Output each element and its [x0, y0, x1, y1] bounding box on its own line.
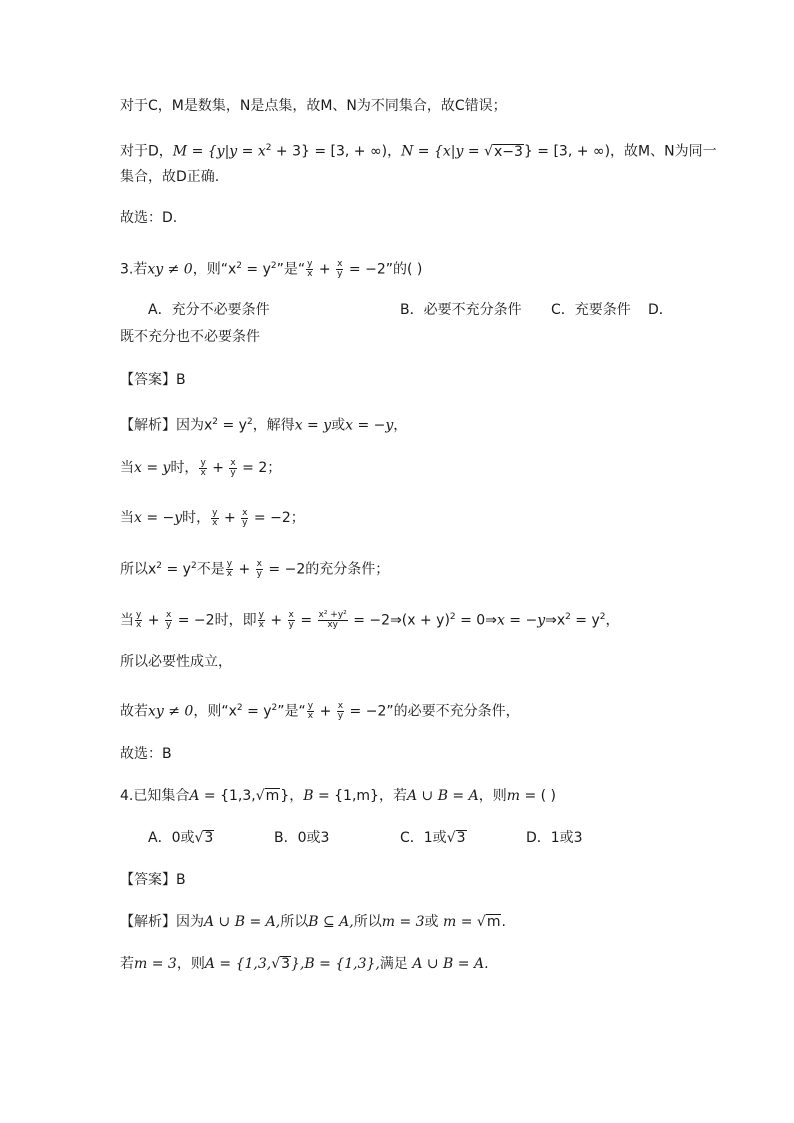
static-text: 当	[120, 510, 134, 526]
superscript: 2	[212, 417, 219, 427]
superscript: 2	[565, 612, 571, 622]
option-d	[648, 300, 673, 320]
sqrt-sign: √	[484, 143, 493, 160]
fraction: $\frac{x}{y}$	[256, 559, 262, 580]
math-text: = y	[162, 561, 191, 578]
math-text: m =	[506, 788, 541, 804]
fraction: $\frac{y}{x}$	[212, 507, 218, 528]
static-text: 故选：D.	[120, 210, 178, 226]
static-text: 集合，故D正确.	[120, 169, 220, 185]
math-text: A ∪ B = A,	[204, 914, 281, 930]
text-line	[120, 412, 407, 436]
option-label: D．1或3	[526, 830, 583, 846]
math-text: ⇒x	[545, 612, 566, 629]
math-text: M = {y|y = x	[172, 143, 266, 160]
static-text: 时，	[182, 510, 211, 526]
static-text: ，则	[176, 956, 205, 972]
static-text: ( )	[540, 788, 557, 804]
static-text: 时，	[170, 460, 199, 476]
math-text: m =	[443, 914, 477, 930]
math-text: +	[207, 460, 229, 476]
option-label: B．必要不充分条件	[400, 302, 522, 318]
static-text: 4.已知集合	[120, 788, 190, 804]
math-text: x = y	[294, 417, 332, 434]
math-text: m = 3	[381, 914, 425, 930]
option-label: D．	[648, 302, 673, 318]
static-text: ，	[393, 417, 408, 434]
option-label: A．充分不必要条件	[148, 302, 270, 318]
math-text: },B = {1,3},	[291, 956, 380, 972]
static-text: ，解得	[252, 417, 295, 434]
superscript: 2	[271, 703, 278, 713]
sqrt-sign: √	[476, 914, 486, 930]
text-line	[120, 912, 506, 932]
math-text: A =	[189, 788, 221, 804]
answer-3	[120, 370, 186, 390]
superscript: 2	[246, 417, 253, 427]
math-text: {1,m}，若	[334, 788, 407, 804]
math-text: }，	[280, 788, 304, 804]
math-text: ，则“x	[193, 703, 237, 720]
text-line	[120, 167, 219, 187]
superscript: 2	[265, 143, 272, 153]
fraction: $\frac{y}{x}$	[307, 701, 314, 722]
option-d	[526, 828, 583, 848]
static-text: 3.若	[120, 261, 148, 278]
static-text: 故若	[120, 703, 148, 720]
sqrt-content: 3	[456, 830, 466, 846]
text-line	[120, 508, 305, 528]
static-text: 或	[424, 914, 443, 930]
fraction: $\frac{x}{y}$	[165, 610, 172, 631]
sqrt-sign: √	[194, 830, 204, 846]
math-text: B ⊆ A,	[308, 914, 354, 930]
math-text: = y	[570, 612, 600, 629]
fraction: $\frac{x}{y}$	[337, 701, 344, 722]
static-text: 所以必要性成立，	[120, 654, 232, 670]
superscript: 2	[156, 561, 163, 571]
superscript: 2	[599, 612, 606, 622]
fraction: $\frac{y}{x}$	[307, 259, 313, 280]
static-text: 所以	[280, 914, 309, 930]
math-text: +	[314, 261, 336, 278]
math-text: = 2；	[237, 460, 282, 476]
fraction: $\frac{y}{x}$	[258, 610, 264, 631]
static-text: 【解析】因为	[120, 914, 204, 930]
math-text: N = {x|y =	[401, 143, 485, 160]
math-text: A = {1,3,	[204, 956, 272, 972]
answer-label: 【答案】B	[120, 872, 186, 888]
math-text: +	[219, 510, 241, 526]
math-text: x = y	[134, 460, 171, 476]
math-text: = 0⇒	[455, 612, 497, 629]
math-text: B =	[303, 788, 335, 804]
static-text: 【解析】因为x	[120, 417, 213, 434]
text-line	[120, 652, 232, 672]
math-text: +	[143, 612, 164, 629]
math-text: +	[265, 612, 287, 629]
text-line	[120, 96, 507, 116]
math-text: = −2”的( )	[344, 261, 423, 278]
math-text: x = −y	[134, 510, 183, 526]
static-text: 当	[120, 612, 134, 629]
superscript: 2	[190, 561, 197, 571]
sqrt-sign: √	[271, 956, 281, 972]
sqrt-content: m	[265, 788, 280, 804]
static-text: ，则	[478, 788, 507, 804]
fraction: $\frac{y}{x}$	[136, 610, 142, 631]
static-text: 满足	[379, 956, 413, 972]
option-label: C．1或	[400, 830, 447, 846]
math-text: {1,3,	[220, 788, 256, 804]
fraction: $\frac{\text{x² +y²}}{xy}$	[318, 610, 347, 631]
sqrt-sign: √	[446, 830, 456, 846]
option-a	[148, 828, 214, 848]
option-b	[400, 300, 522, 320]
option-a	[148, 300, 270, 320]
math-text: +	[315, 703, 336, 720]
text-line	[120, 556, 389, 580]
math-text: + 3} = [3, + ∞)，	[271, 143, 402, 160]
option-c	[551, 300, 631, 320]
static-text: ，	[605, 612, 620, 629]
option-d-cont	[120, 327, 260, 347]
option-label: A．0或	[148, 830, 195, 846]
sqrt-content: 3	[204, 830, 214, 846]
math-text: = −2⇒(x + y)	[348, 612, 450, 629]
math-text: xy ≠ 0	[147, 261, 193, 278]
math-text: +	[234, 561, 255, 578]
answer-label: 【答案】B	[120, 372, 186, 388]
math-text: = y	[241, 261, 271, 278]
math-text: ”是“	[277, 703, 306, 720]
sqrt-content: x−3	[493, 143, 523, 160]
fraction: $\frac{x}{y}$	[230, 457, 236, 478]
fraction: $\frac{x}{y}$	[242, 507, 248, 528]
text-line	[120, 744, 172, 764]
static-text: 故选：B	[120, 746, 172, 762]
question-4	[120, 786, 556, 806]
static-text: 对于C，M是数集，N是点集，故M、N为不同集合，故C错误；	[120, 98, 507, 114]
sqrt-content: m	[486, 914, 501, 930]
option-b	[274, 828, 329, 848]
static-text: 不是	[196, 561, 225, 578]
math-text: } = [3, + ∞)，故M、N为同一	[523, 143, 717, 160]
fraction: $\frac{x}{y}$	[337, 259, 343, 280]
math-text: xy ≠ 0	[148, 703, 194, 720]
static-text: 当	[120, 460, 134, 476]
static-text: 所以x	[120, 561, 157, 578]
answer-4	[120, 870, 186, 890]
superscript: 2	[236, 703, 243, 713]
math-text: = y	[242, 703, 272, 720]
sqrt-sign: √	[255, 788, 265, 804]
math-text: ”是“	[276, 261, 306, 278]
text-line	[120, 208, 177, 228]
text-line: 当 $\frac{y}{x}$ + $\frac{x}{y}$ = −2时，即 $\frac{y}{x}$ + $\frac{x}{y}$ = $\frac{\text{x² +y²}}{xy}$ = −2⇒(x + y)$^2$ = 0⇒x = $-y\Rightarrow x^2 = y^2$，	[120, 610, 620, 631]
math-text: x = −y	[345, 417, 394, 434]
option-label: C．充要条件	[551, 302, 631, 318]
superscript: 2	[236, 261, 242, 271]
math-text: = −2”的必要不充分条件，	[345, 703, 520, 720]
math-text: A ∪ B = A	[406, 788, 479, 804]
text-line	[120, 954, 489, 974]
option-label: B．0或3	[274, 830, 330, 846]
math-text: x = −y	[496, 612, 546, 629]
math-text: A ∪ B = A.	[412, 956, 489, 972]
math-text: = −2的充分条件；	[263, 561, 390, 578]
sqrt-content: 3	[281, 956, 291, 972]
math-text: ，则“x	[192, 261, 237, 278]
superscript: 2	[270, 261, 277, 271]
text-line	[120, 458, 281, 478]
text-line	[120, 698, 520, 722]
math-text: m = 3	[134, 956, 177, 972]
option-c	[400, 828, 467, 848]
math-text: = y	[218, 417, 247, 434]
fraction: $\frac{y}{x}$	[200, 457, 206, 478]
static-text: 所以	[353, 914, 382, 930]
static-text: 或	[331, 417, 346, 434]
math-text: = −2；	[249, 510, 305, 526]
math-text: = −2时，即	[173, 612, 257, 629]
static-text: 对于D，	[120, 143, 173, 160]
fraction: $\frac{y}{x}$	[226, 559, 233, 580]
superscript: 2	[449, 612, 456, 622]
static-text: .	[501, 914, 506, 930]
option-label: 既不充分也不必要条件	[120, 329, 260, 345]
static-text: 若	[120, 956, 134, 972]
text-line	[120, 138, 717, 162]
question-3	[120, 256, 422, 280]
fraction: $\frac{x}{y}$	[288, 610, 294, 631]
